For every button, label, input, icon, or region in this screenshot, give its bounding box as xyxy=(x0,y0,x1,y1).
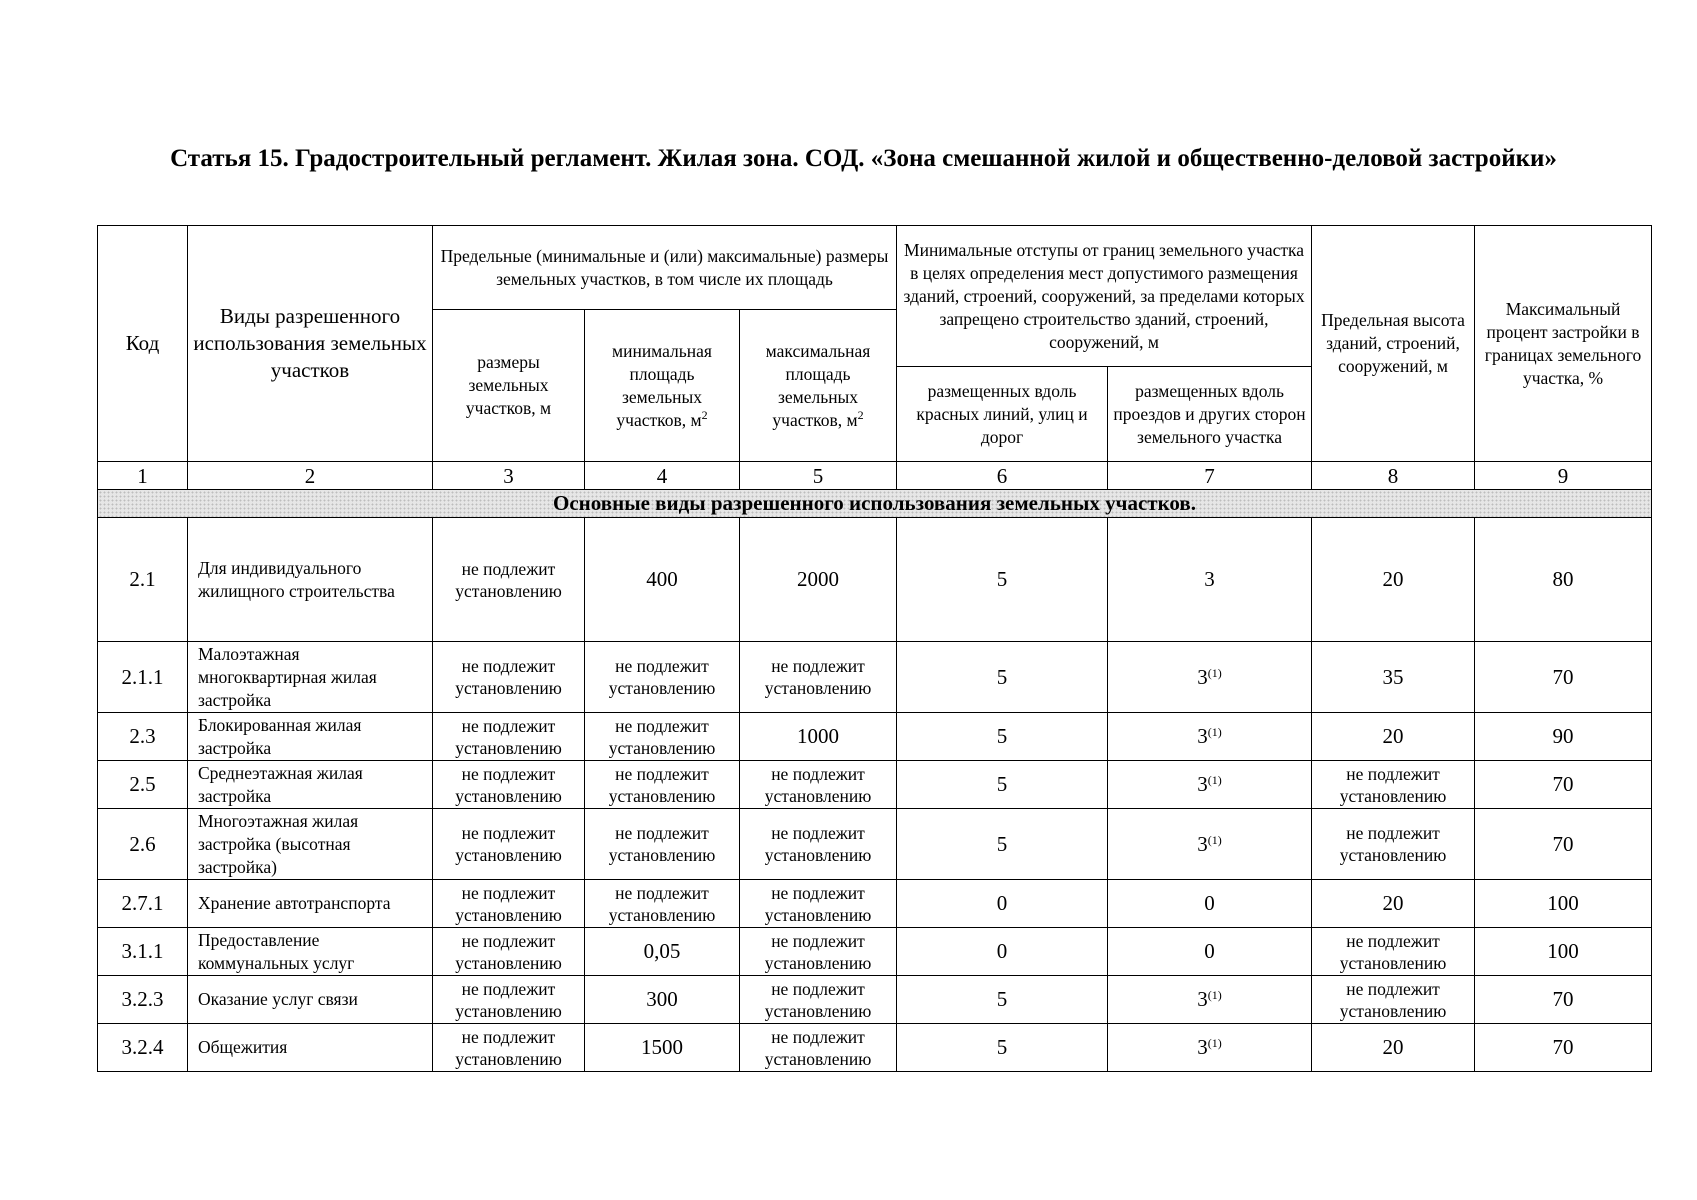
row-code: 2.6 xyxy=(98,809,188,880)
row-setback-value: 3 xyxy=(1197,987,1208,1011)
row-use-name: Предоставление коммунальных услуг xyxy=(188,928,433,976)
row-setback-value: 3 xyxy=(1197,724,1208,748)
header-code: Код xyxy=(98,226,188,462)
section-row xyxy=(98,490,1652,518)
row-min-area: 400 xyxy=(585,518,740,642)
row-min-area: 0,05 xyxy=(585,928,740,976)
header-max-area-text: максимальная площадь земельных участков, м xyxy=(765,340,871,430)
row-max-height: 20 xyxy=(1312,880,1475,928)
row-plot-size: не подлежит установлению xyxy=(433,976,585,1024)
table-row xyxy=(98,928,1652,976)
row-use-name: Для индивидуального жилищного строительства xyxy=(188,518,433,642)
row-min-area: не подлежит установлению xyxy=(585,713,740,761)
row-setback-value: 0 xyxy=(1204,891,1215,915)
row-setback-value: 3 xyxy=(1197,664,1208,689)
section-title: Основные виды разрешенного использования земельных участков. xyxy=(98,490,1652,518)
header-max-height: Предельная высота зданий, строений, сооружений, м xyxy=(1312,226,1475,462)
row-setback-red-lines: 5 xyxy=(897,518,1108,642)
row-code: 2.7.1 xyxy=(98,880,188,928)
row-use-name: Общежития xyxy=(188,1024,433,1072)
row-min-area: 300 xyxy=(585,976,740,1024)
row-min-area: не подлежит установлению xyxy=(585,809,740,880)
row-use-name: Хранение автотранспорта xyxy=(188,880,433,928)
table-row xyxy=(98,518,1652,642)
row-max-area: не подлежит установлению xyxy=(740,1024,897,1072)
row-max-coverage: 70 xyxy=(1475,642,1652,713)
row-setback-red-lines: 5 xyxy=(897,761,1108,809)
row-min-area: не подлежит установлению xyxy=(585,642,740,713)
header-min-area-sup: 2 xyxy=(701,407,708,422)
row-setback-value: 0 xyxy=(1204,939,1215,963)
row-max-coverage: 70 xyxy=(1475,1024,1652,1072)
row-max-area: 1000 xyxy=(740,713,897,761)
header-plot-size: размеры земельных участков, м xyxy=(433,310,585,462)
row-setback-red-lines: 0 xyxy=(897,880,1108,928)
row-use-name: Малоэтажная многоквартирная жилая застройка xyxy=(188,642,433,713)
table-row xyxy=(98,976,1652,1024)
row-max-area: 2000 xyxy=(740,518,897,642)
row-max-height: не подлежит установлению xyxy=(1312,976,1475,1024)
footnote-ref: (1) xyxy=(1207,665,1222,680)
row-max-height: 20 xyxy=(1312,1024,1475,1072)
column-number: 4 xyxy=(585,462,740,490)
row-setback-value: 3 xyxy=(1197,1035,1208,1059)
row-plot-size: не подлежит установлению xyxy=(433,642,585,713)
table-row xyxy=(98,713,1652,761)
row-min-area: не подлежит установлению xyxy=(585,761,740,809)
row-use-name: Многоэтажная жилая застройка (высотная застройка) xyxy=(188,809,433,880)
row-use-name: Оказание услуг связи xyxy=(188,976,433,1024)
row-min-area: не подлежит установлению xyxy=(585,880,740,928)
row-max-area: не подлежит установлению xyxy=(740,642,897,713)
row-max-height: не подлежит установлению xyxy=(1312,928,1475,976)
header-max-area xyxy=(740,310,897,462)
row-code: 2.1.1 xyxy=(98,642,188,713)
row-max-area: не подлежит установлению xyxy=(740,976,897,1024)
row-max-height: 20 xyxy=(1312,713,1475,761)
footnote-ref: (1) xyxy=(1207,773,1222,787)
row-plot-size: не подлежит установлению xyxy=(433,1024,585,1072)
column-number: 9 xyxy=(1475,462,1652,490)
document-title: Статья 15. Градостроительный регламент. Жилая зона. СОД. «Зона смешанной жилой и общественно-деловой застройки» xyxy=(170,145,1557,172)
column-number: 2 xyxy=(188,462,433,490)
footnote-ref: (1) xyxy=(1207,832,1222,847)
header-min-area xyxy=(585,310,740,462)
row-setback-value: 3 xyxy=(1197,831,1208,856)
header-setbacks: Минимальные отступы от границ земельного участка в целях определения мест допустимого размещения зданий, строений, сооружений, за пределами которых запрещено строительство зданий, строений, сооружений, м xyxy=(897,226,1312,367)
row-setback-other xyxy=(1108,761,1312,809)
row-setback-other xyxy=(1108,928,1312,976)
row-max-coverage: 70 xyxy=(1475,761,1652,809)
row-plot-size: не подлежит установлению xyxy=(433,880,585,928)
row-max-area: не подлежит установлению xyxy=(740,761,897,809)
table-row xyxy=(98,1024,1652,1072)
footnote-ref: (1) xyxy=(1207,1036,1222,1050)
row-code: 2.5 xyxy=(98,761,188,809)
row-max-coverage: 80 xyxy=(1475,518,1652,642)
row-max-coverage: 70 xyxy=(1475,809,1652,880)
row-setback-other xyxy=(1108,1024,1312,1072)
row-max-area: не подлежит установлению xyxy=(740,880,897,928)
regulation-table xyxy=(97,225,1652,1072)
row-max-area: не подлежит установлению xyxy=(740,928,897,976)
table-row xyxy=(98,642,1652,713)
row-max-height: 20 xyxy=(1312,518,1475,642)
row-min-area: 1500 xyxy=(585,1024,740,1072)
row-setback-red-lines: 5 xyxy=(897,809,1108,880)
row-code: 3.2.4 xyxy=(98,1024,188,1072)
header-max-coverage: Максимальный процент застройки в границах земельного участка, % xyxy=(1475,226,1652,462)
row-setback-red-lines: 5 xyxy=(897,976,1108,1024)
row-plot-size: не подлежит установлению xyxy=(433,809,585,880)
row-setback-other xyxy=(1108,809,1312,880)
row-max-height: не подлежит установлению xyxy=(1312,809,1475,880)
column-numbers-row xyxy=(98,462,1652,490)
row-plot-size: не подлежит установлению xyxy=(433,928,585,976)
row-code: 2.3 xyxy=(98,713,188,761)
column-number: 3 xyxy=(433,462,585,490)
row-use-name: Среднеэтажная жилая застройка xyxy=(188,761,433,809)
row-setback-value: 3 xyxy=(1204,567,1215,591)
row-code: 3.1.1 xyxy=(98,928,188,976)
header-max-area-sup: 2 xyxy=(857,407,864,422)
header-plot-limits: Предельные (минимальные и (или) максимальные) размеры земельных участков, в том числе их площадь xyxy=(433,226,897,310)
row-setback-other xyxy=(1108,880,1312,928)
row-code: 3.2.3 xyxy=(98,976,188,1024)
row-setback-other xyxy=(1108,518,1312,642)
row-max-area: не подлежит установлению xyxy=(740,809,897,880)
row-setback-red-lines: 5 xyxy=(897,642,1108,713)
header-setback-red-lines: размещенных вдоль красных линий, улиц и дорог xyxy=(897,367,1108,462)
header-min-area-text: минимальная площадь земельных участков, м xyxy=(612,340,712,430)
row-setback-red-lines: 5 xyxy=(897,713,1108,761)
row-plot-size: не подлежит установлению xyxy=(433,713,585,761)
row-max-coverage: 70 xyxy=(1475,976,1652,1024)
row-setback-other xyxy=(1108,976,1312,1024)
row-plot-size: не подлежит установлению xyxy=(433,761,585,809)
column-number: 8 xyxy=(1312,462,1475,490)
column-number: 6 xyxy=(897,462,1108,490)
header-use-type: Виды разрешенного использования земельных участков xyxy=(188,226,433,462)
row-max-coverage: 100 xyxy=(1475,880,1652,928)
table-row xyxy=(98,761,1652,809)
footnote-ref: (1) xyxy=(1207,988,1222,1002)
header-setback-other: размещенных вдоль проездов и других сторон земельного участка xyxy=(1108,367,1312,462)
table-row xyxy=(98,809,1652,880)
column-number: 5 xyxy=(740,462,897,490)
row-setback-other xyxy=(1108,713,1312,761)
row-plot-size: не подлежит установлению xyxy=(433,518,585,642)
row-max-coverage: 90 xyxy=(1475,713,1652,761)
row-use-name: Блокированная жилая застройка xyxy=(188,713,433,761)
row-max-height: не подлежит установлению xyxy=(1312,761,1475,809)
column-number: 1 xyxy=(98,462,188,490)
row-max-coverage: 100 xyxy=(1475,928,1652,976)
table-row xyxy=(98,880,1652,928)
column-number: 7 xyxy=(1108,462,1312,490)
row-code: 2.1 xyxy=(98,518,188,642)
footnote-ref: (1) xyxy=(1207,725,1222,739)
row-setback-other xyxy=(1108,642,1312,713)
row-setback-value: 3 xyxy=(1197,772,1208,796)
row-setback-red-lines: 5 xyxy=(897,1024,1108,1072)
row-setback-red-lines: 0 xyxy=(897,928,1108,976)
row-max-height: 35 xyxy=(1312,642,1475,713)
